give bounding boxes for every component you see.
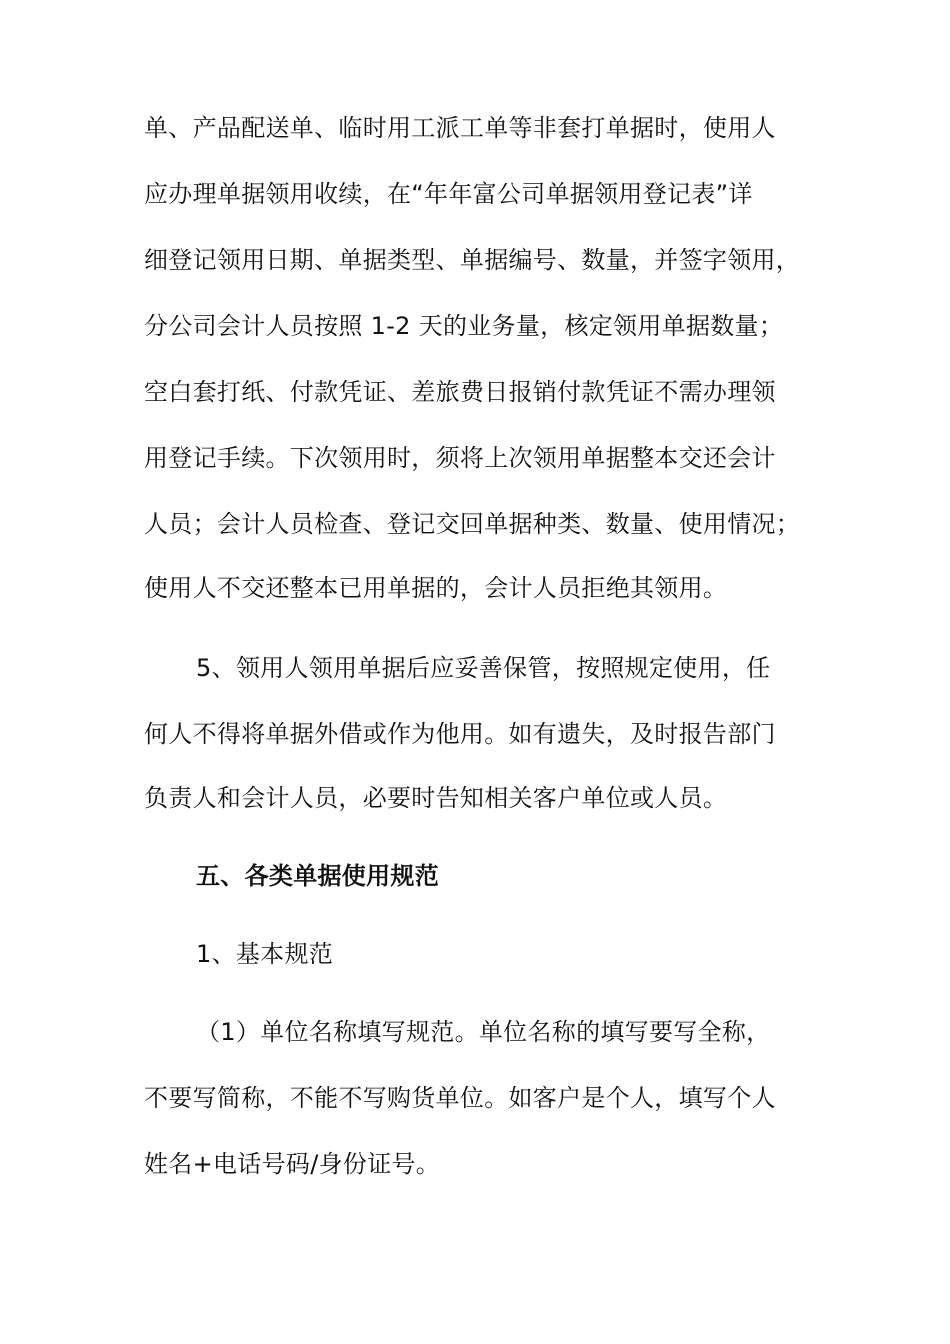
paragraph-line: 用登记手续。下次领用时，须将上次领用单据整本交还会计 bbox=[144, 444, 776, 472]
section-heading: 五、各类单据使用规范 bbox=[196, 862, 439, 890]
paragraph-line: 5、领用人领用单据后应妥善保管，按照规定使用，任 bbox=[196, 654, 771, 682]
paragraph-line: 分公司会计人员按照 1-2 天的业务量，核定领用单据数量； bbox=[144, 312, 784, 340]
paragraph-line: 何人不得将单据外借或作为他用。如有遗失，及时报告部门 bbox=[144, 720, 776, 748]
paragraph-line: 姓名+电话号码/身份证号。 bbox=[144, 1150, 441, 1178]
paragraph-line: 单、产品配送单、临时用工派工单等非套打单据时，使用人 bbox=[144, 114, 776, 142]
paragraph-line: 不要写简称，不能不写购货单位。如客户是个人，填写个人 bbox=[144, 1084, 776, 1112]
paragraph-line: 应办理单据领用收续，在“年年富公司单据领用登记表”详 bbox=[144, 180, 753, 208]
paragraph-line: 使用人不交还整本已用单据的，会计人员拒绝其领用。 bbox=[144, 574, 728, 602]
subsection-heading: 1、基本规范 bbox=[196, 940, 334, 968]
paragraph-line: 空白套打纸、付款凭证、差旅费日报销付款凭证不需办理领 bbox=[144, 378, 776, 406]
paragraph-line: 细登记领用日期、单据类型、单据编号、数量，并签字领用， bbox=[144, 246, 801, 274]
paragraph-line: （1）单位名称填写规范。单位名称的填写要写全称， bbox=[196, 1018, 771, 1046]
paragraph-line: 负责人和会计人员，必要时告知相关客户单位或人员。 bbox=[144, 784, 728, 812]
paragraph-line: 人员；会计人员检查、登记交回单据种类、数量、使用情况； bbox=[144, 510, 801, 538]
